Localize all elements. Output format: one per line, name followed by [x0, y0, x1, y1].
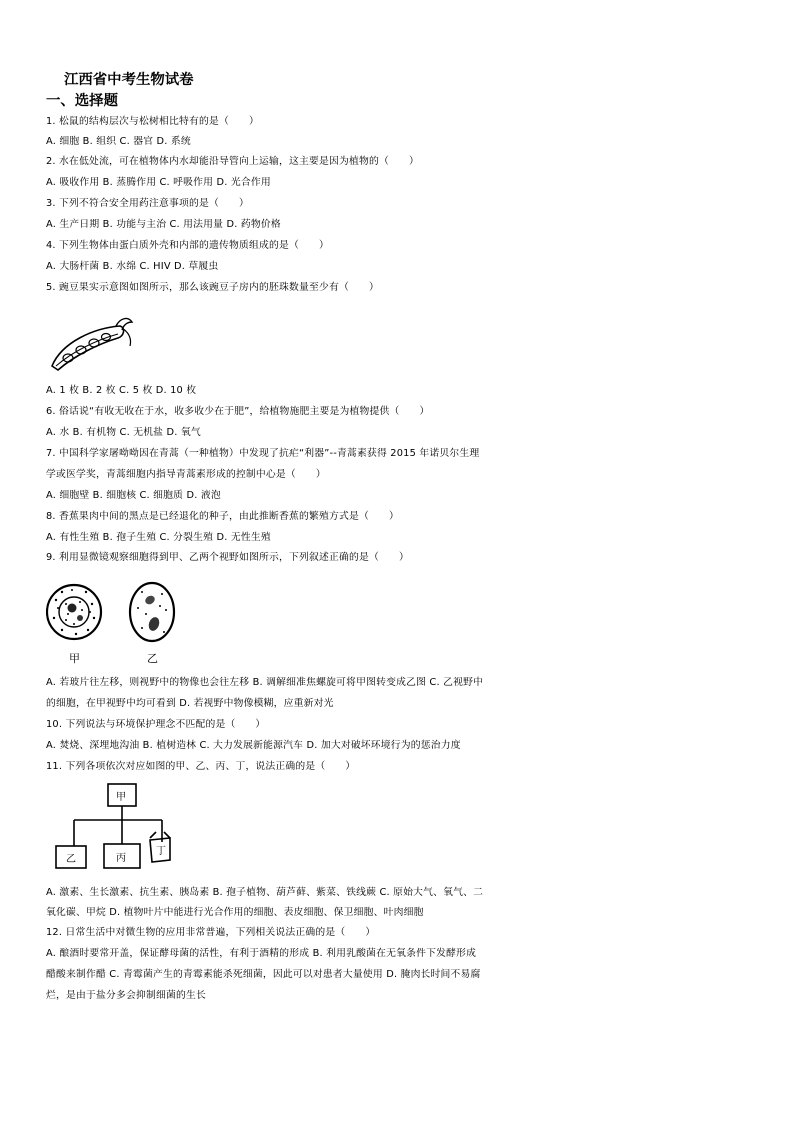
question-9: 9. 利用显微镜观察细胞得到甲、乙两个视野如图所示，下列叙述正确的是（ ） [46, 552, 409, 563]
question-5-options: A. 1 枚 B. 2 枚 C. 5 枚 D. 10 枚 [46, 385, 197, 396]
section-heading: 一、选择题 [46, 93, 118, 109]
page-title: 江西省中考生物试卷 [64, 72, 194, 88]
question-7-options: A. 细胞壁 B. 细胞核 C. 细胞质 D. 液泡 [46, 490, 221, 501]
question-4-options: A. 大肠杆菌 B. 水绵 C. HIV D. 草履虫 [46, 261, 219, 272]
question-3-options: A. 生产日期 B. 功能与主治 C. 用法用量 D. 药物价格 [46, 219, 281, 230]
question-12-options-line-2: 醋酸来制作醋 C. 青霉菌产生的青霉素能杀死细菌，因此可以对患者大量使用 D. 腌肉长时间不易腐 [46, 969, 481, 980]
question-12-options-line-1: A. 酿酒时要常开盖，保证酵母菌的活性，有利于酒精的形成 B. 利用乳酸菌在无氧条件下发酵形成 [46, 948, 477, 959]
question-12: 12. 日常生活中对微生物的应用非常普遍，下列相关说法正确的是（ ） [46, 927, 376, 938]
question-7-line-2: 学或医学奖，青蒿细胞内指导青蒿素形成的控制中心是（ ） [46, 469, 326, 480]
question-12-options-line-3: 烂，是由于盐分多会抑制细菌的生长 [46, 990, 206, 1001]
question-9-options-line-2: 的细胞，在甲视野中均可看到 D. 若视野中物像模糊，应重新对光 [46, 698, 334, 709]
question-9-options-line-1: A. 若玻片往左移，则视野中的物像也会往左移 B. 调解细准焦螺旋可将甲图转变成乙图 C. 乙视野中 [46, 677, 484, 688]
question-6-options: A. 水 B. 有机物 C. 无机盐 D. 氧气 [46, 427, 201, 438]
question-5: 5. 豌豆果实示意图如图所示，那么该豌豆子房内的胚珠数量至少有（ ） [46, 282, 379, 293]
question-2-options: A. 吸收作用 B. 蒸腾作用 C. 呼吸作用 D. 光合作用 [46, 177, 271, 188]
box-a-label: 甲 [116, 792, 126, 803]
field-label-a: 甲 [69, 652, 80, 665]
question-6: 6. 俗话说“有收无收在于水，收多收少在于肥”，给植物施肥主要是为植物提供（ ） [46, 406, 430, 417]
question-10-options: A. 焚烧、深埋地沟油 B. 植树造林 C. 大力发展新能源汽车 D. 加大对破坏环境行为的惩治力度 [46, 740, 461, 751]
hierarchy-figure [52, 780, 182, 872]
question-2: 2. 水在低处流，可在植物体内水却能沿导管向上运输，这主要是因为植物的（ ） [46, 156, 419, 167]
question-8: 8. 香蕉果肉中间的黑点是已经退化的种子，由此推断香蕉的繁殖方式是（ ） [46, 511, 399, 522]
question-4: 4. 下列生物体由蛋白质外壳和内部的遗传物质组成的是（ ） [46, 240, 329, 251]
question-7-line-1: 7. 中国科学家屠呦呦因在青蒿（一种植物）中发现了抗疟“利器”--青蒿素获得 2015 年诺贝尔生理 [46, 448, 480, 459]
box-c-label: 丙 [116, 853, 126, 864]
question-1: 1. 松鼠的结构层次与松树相比特有的是（ ） [46, 116, 259, 127]
box-d-label: 丁 [156, 846, 166, 857]
question-3: 3. 下列不符合安全用药注意事项的是（ ） [46, 198, 250, 209]
box-b-label: 乙 [66, 854, 76, 865]
question-1-options: A. 细胞 B. 组织 C. 器官 D. 系统 [46, 136, 191, 147]
question-11-options-line-1: A. 激素、生长激素、抗生素、胰岛素 B. 孢子植物、葫芦藓、紫菜、铁线蕨 C. 原始大气、氧气、二 [46, 887, 484, 898]
field-label-b: 乙 [147, 652, 158, 665]
question-8-options: A. 有性生殖 B. 孢子生殖 C. 分裂生殖 D. 无性生殖 [46, 532, 271, 543]
question-10: 10. 下列说法与环境保护理念不匹配的是（ ） [46, 719, 266, 730]
question-11: 11. 下列各项依次对应如图的甲、乙、丙、丁，说法正确的是（ ） [46, 761, 356, 772]
microscope-fields-figure [46, 578, 186, 668]
pea-pod-figure [48, 312, 134, 374]
question-11-options-line-2: 氧化碳、甲烷 D. 植物叶片中能进行光合作用的细胞、表皮细胞、保卫细胞、叶肉细胞 [46, 907, 424, 918]
